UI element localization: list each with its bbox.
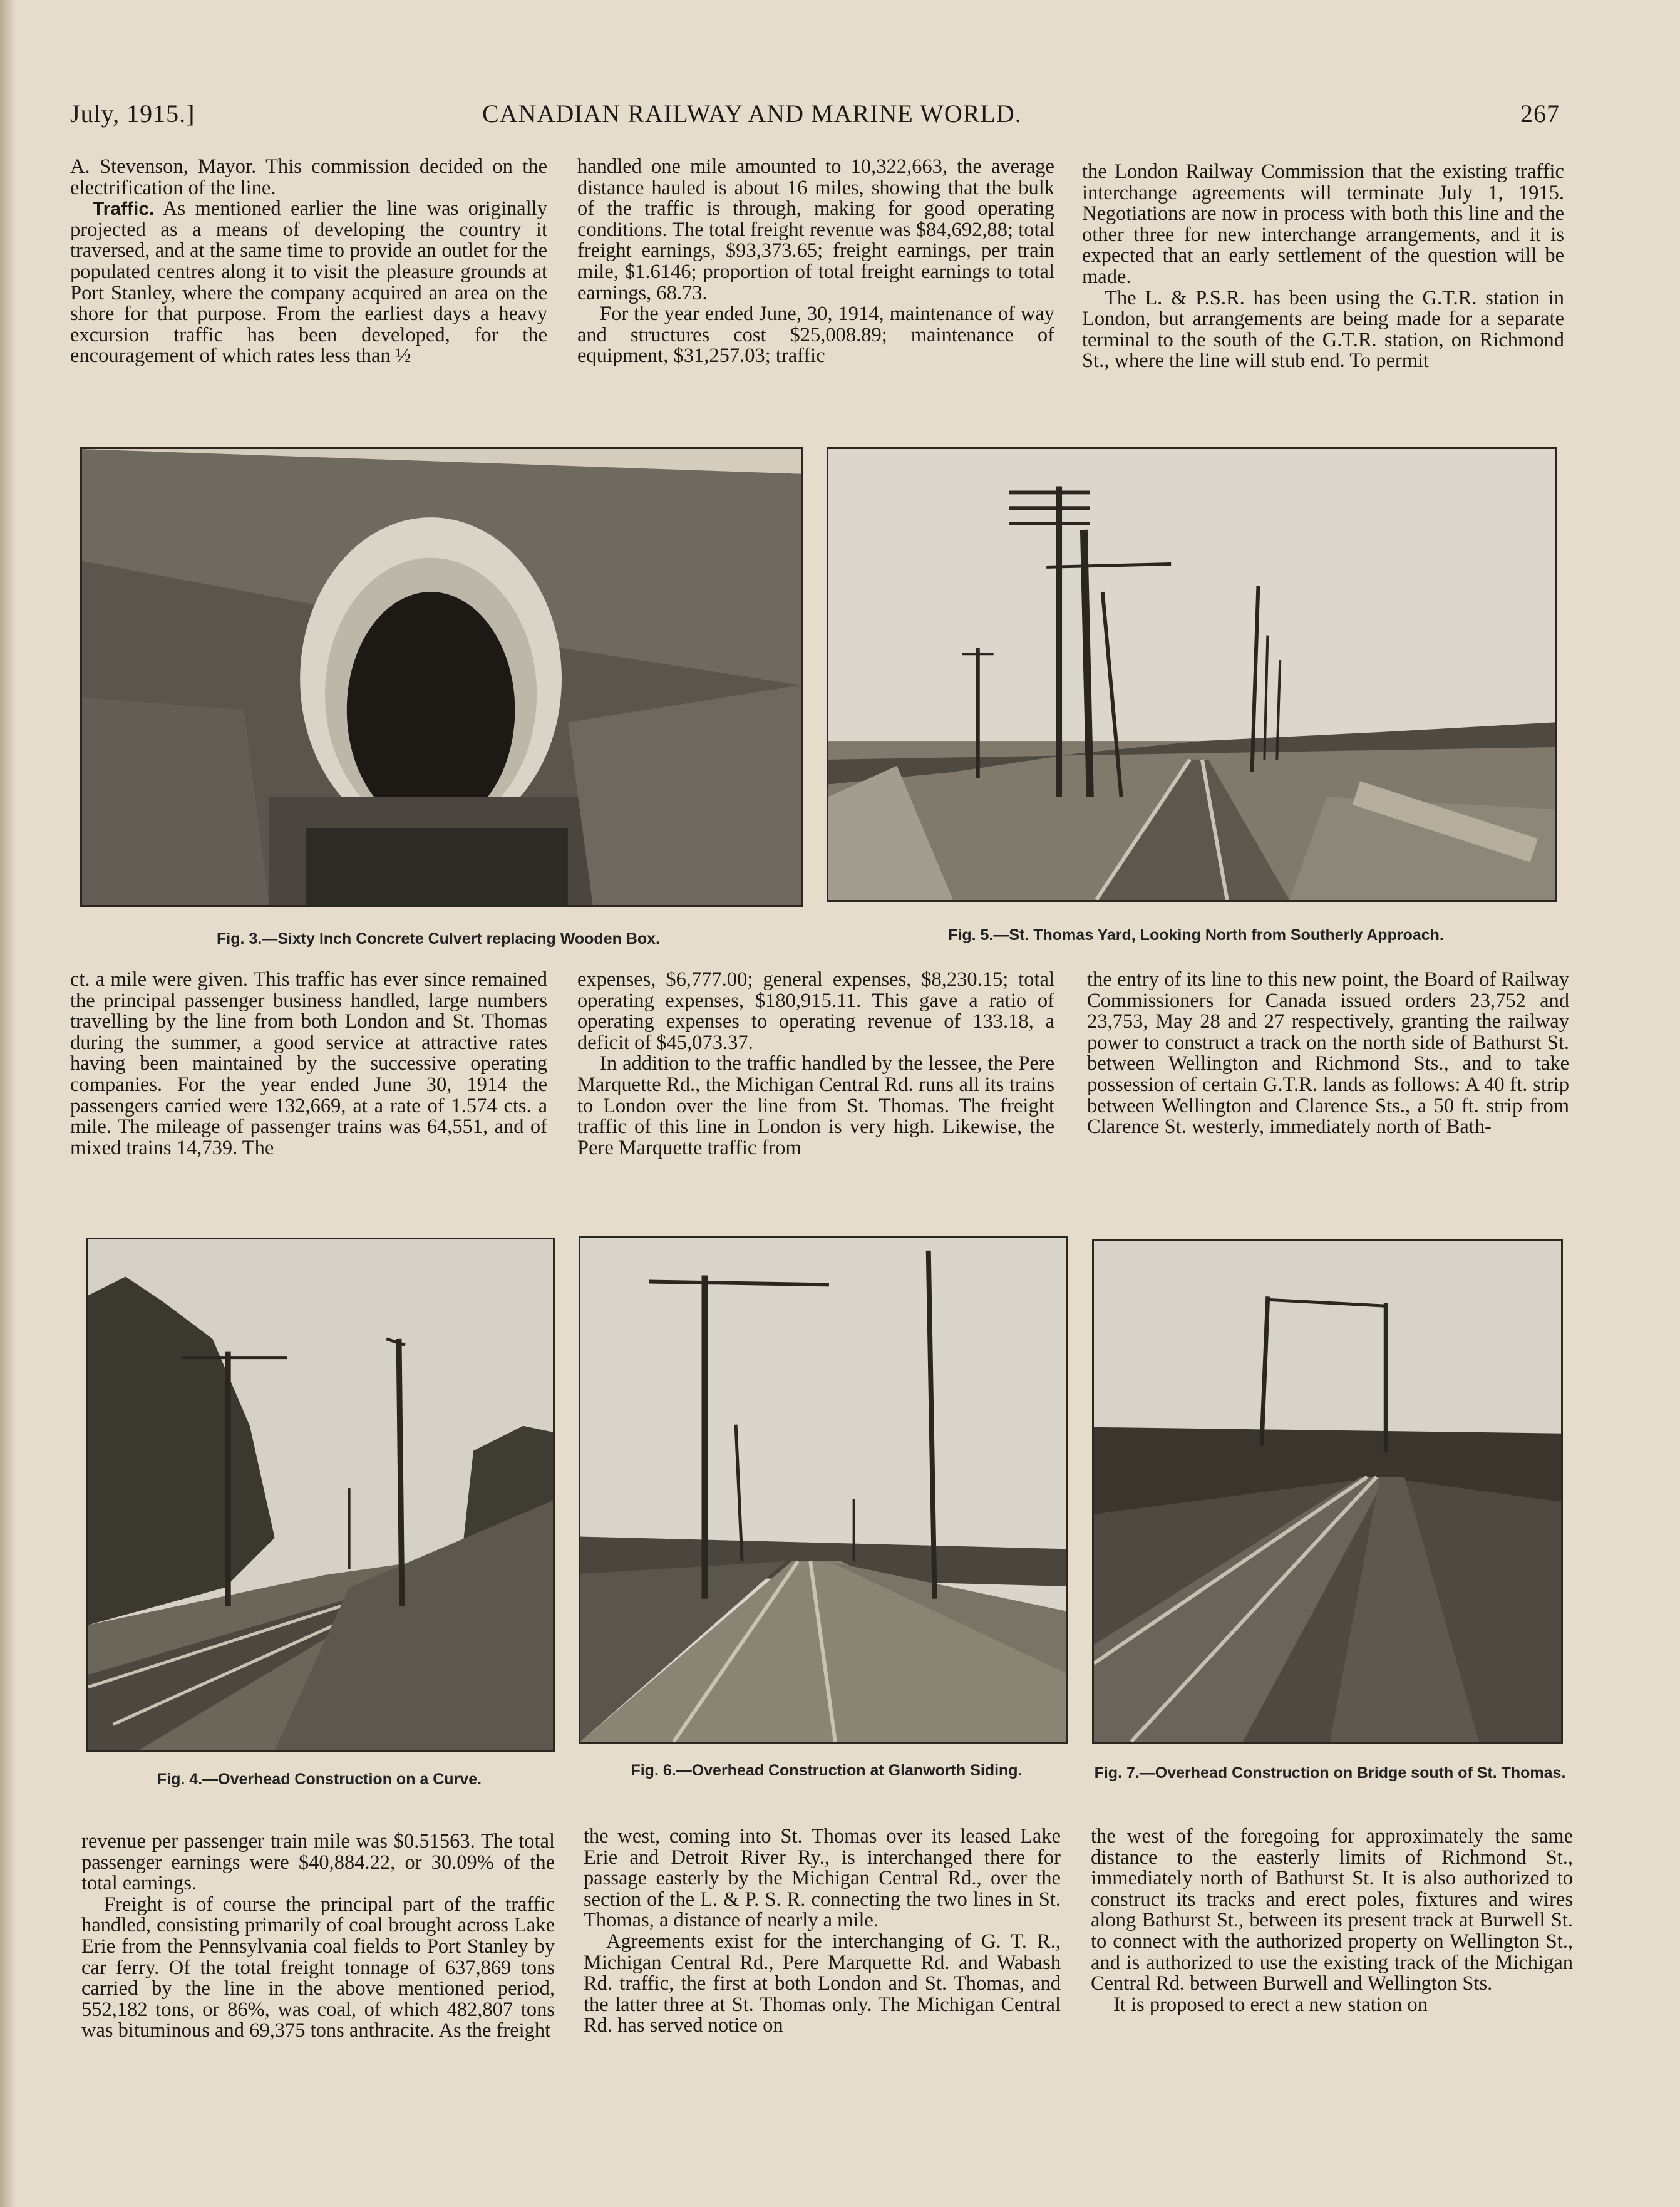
top-column-1 <box>70 157 547 367</box>
fig7-caption: Fig. 7.—Overhead Construction on Bridge south of St. Thomas. <box>1094 1764 1566 1782</box>
page-number: 267 <box>1520 100 1560 128</box>
paragraph: The L. & P.S.R. has been using the G.T.R. station in London, but arrangements are being made for a separate terminal to the south of the G.T.R. station, on Richmond St., where the line will stub end. To permit <box>1082 286 1564 373</box>
issue-date: July, 1915.] <box>70 100 195 128</box>
middle-column-3 <box>1087 969 1569 1138</box>
run-in-heading: Traffic. <box>93 199 155 220</box>
fig6-caption: Fig. 6.—Overhead Construction at Glanworth Siding. <box>631 1762 1023 1779</box>
fig6-glanworth-photo <box>579 1236 1068 1744</box>
paragraph: Agreements exist for the interchanging of G. T. R., Michigan Central Rd., Pere Marquette Rd. and Wabash Rd. traffic, the first at both London and St. Thomas, and the latter three at St. Thomas only. The Michigan Central Rd. has served notice on <box>584 1930 1061 2037</box>
fig3-culvert-photo <box>80 447 803 907</box>
page-binding-shadow <box>0 0 16 2207</box>
bottom-column-3 <box>1091 1826 1573 2015</box>
paragraph: the London Railway Commission that the existing traffic interchange agreements will terminate July 1, 1915. Negotiations are now in process with both this line and the other three for new interchange arrangements, and it is expected that an early settlement of the question will be made. <box>1082 160 1564 288</box>
paragraph: A. Stevenson, Mayor. This commission decided on the electrification of the line. <box>70 155 547 199</box>
paragraph: revenue per passenger train mile was $0.51563. The total passenger earnings were $40,884.22, or 30.09% of the total earnings. <box>81 1830 555 1895</box>
fig3-caption: Fig. 3.—Sixty Inch Concrete Culvert replacing Wooden Box. <box>217 930 660 948</box>
fig5-yard-photo <box>827 447 1557 902</box>
fig4-caption: Fig. 4.—Overhead Construction on a Curve. <box>157 1770 482 1788</box>
fig5-caption: Fig. 5.—St. Thomas Yard, Looking North from Southerly Approach. <box>948 926 1444 944</box>
paragraph: In addition to the traffic handled by the lessee, the Pere Marquette Rd., the Michigan Central Rd. runs all its trains to London over the line from St. Thomas. The freight traffic of this line in London is very high. Likewise, the Pere Marquette traffic from <box>577 1052 1054 1159</box>
bottom-column-2 <box>584 1826 1061 2037</box>
top-column-3 <box>1082 162 1564 372</box>
journal-title: CANADIAN RAILWAY AND MARINE WORLD. <box>482 100 1022 128</box>
paragraph: It is proposed to erect a new station on <box>1113 1993 1428 2016</box>
bottom-column-1 <box>81 1831 555 2042</box>
paragraph: handled one mile amounted to 10,322,663, the average distance hauled is about 16 miles, showing that the bulk of the traffic is through, making for good operating conditions. The total freight revenue was $84,692,88; total freight earnings, $93,373.65; freight earnings, per train mile, $1.6146; proportion of total freight earnings to total earnings, 68.73. <box>577 155 1054 304</box>
top-column-2 <box>577 157 1054 367</box>
paragraph: expenses, $6,777.00; general expenses, $8,230.15; total operating expenses, $180,915.11. This gave a ratio of operating expenses to operating revenue of 133.18, a deficit of $45,073.37. <box>577 968 1054 1054</box>
paragraph: the west, coming into St. Thomas over its leased Lake Erie and Detroit River Ry., is interchanged there for passage easterly by the Michigan Central Rd., over the section of the L. & P. S. R. connecting the two lines in St. Thomas, a distance of nearly a mile. <box>584 1825 1061 1932</box>
middle-column-1 <box>70 969 547 1159</box>
paragraph: Freight is of course the principal part of the traffic handled, consisting primarily of coal brought across Lake Erie from the Pennsylvania coal fields to Port Stanley by car ferry. Of the total freight tonnage of 637,869 tons carried by the line in the above mentioned period, 552,182 tons, or 86%, was coal, of which 482,807 tons was bituminous and 69,375 tons anthracite. As the freight <box>81 1893 555 2042</box>
paragraph: ct. a mile were given. This traffic has ever since remained the principal passenger business handled, large numbers travelling by the line from both London and St. Thomas during the summer, a good service at attractive rates having been maintained by the successive operating companies. For the year ended June 30, 1914 the passengers carried were 132,669, at a rate of 1.574 cts. a mile. The mileage of passenger trains was 64,551, and of mixed trains 14,739. The <box>70 968 547 1159</box>
paragraph: the entry of its line to this new point, the Board of Railway Commissioners for Canada issued orders 23,752 and 23,753, May 28 and 27 respectively, granting the railway power to construct a track on the north side of Bathurst St. between Wellington and Richmond Sts., and to take possession of certain G.T.R. lands as follows: A 40 ft. strip between Wellington and Clarence Sts., a 50 ft. strip from Clarence St. westerly, immediately north of Bath- <box>1087 968 1569 1139</box>
paragraph: Traffic. As mentioned earlier the line was originally projected as a means of developing the country it traversed, and at the same time to provide an outlet for the populated centres along it to visit the pleasure grounds at Port Stanley, where the company acquired an area on the shore for that purpose. From the earliest days a heavy excursion traffic has been developed, for the encouragement of which rates less than ½ <box>70 197 547 368</box>
paragraph: the west of the foregoing for approximately the same distance to the easterly limits of Richmond St., immediately north of Bathurst St. It is also authorized to construct its tracks and erect poles, fixtures and wires along Bathurst St., between its present track at Burwell St. to connect with the authorized property on Wellington St., and is authorized to use the existing track of the Michigan Central Rd. between Burwell and Wellington Sts. <box>1091 1825 1573 1995</box>
paragraph: For the year ended June, 30, 1914, maintenance of way and structures cost $25,008.89; maintenance of equipment, $31,257.03; traffic <box>577 302 1054 368</box>
fig4-curve-photo <box>86 1238 555 1752</box>
fig7-bridge-photo <box>1092 1239 1563 1744</box>
middle-column-2 <box>577 969 1054 1159</box>
